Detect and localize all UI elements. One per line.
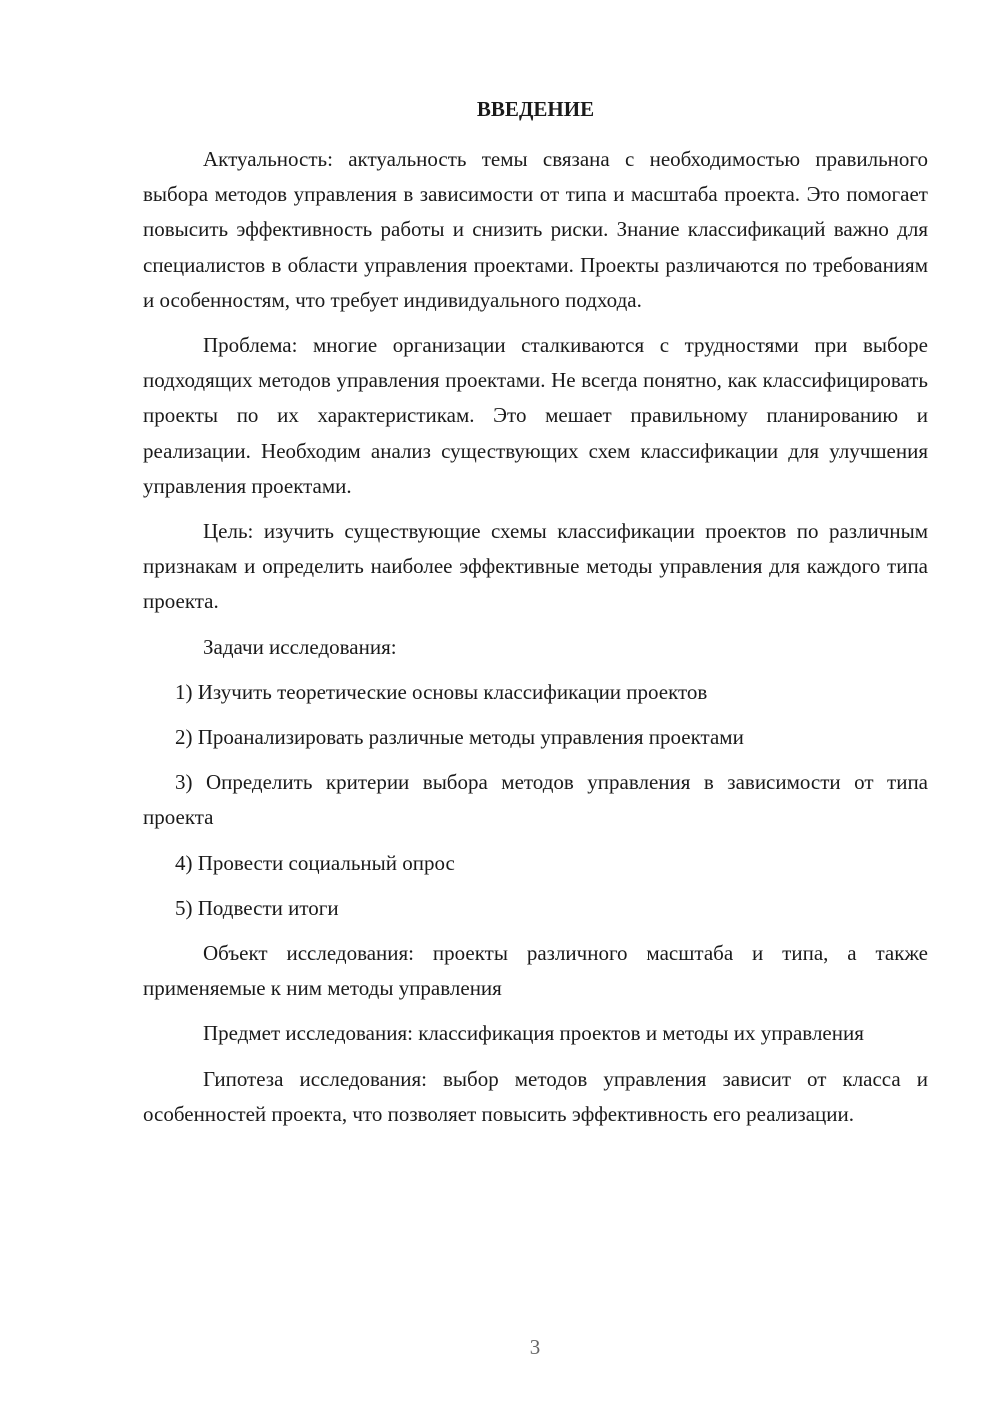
paragraph-relevance: Актуальность: актуальность темы связана с необходимостью правильного выбора методов управления в зависимости от типа и масштаба проекта. Это помогает повысить эффективность работы и снизить риски. Знание классификаций важно для специалистов в области управления проектами. Проекты различаются по требованиям и особенностям, что требует индивидуального подхода. — [143, 147, 928, 312]
section-heading: ВВЕДЕНИЕ — [476, 97, 595, 121]
paragraph-goal: Цель: изучить существующие схемы классификации проектов по различным признакам и определить наиболее эффективные методы управления для каждого типа проекта. — [143, 519, 928, 614]
paragraph-subject: Предмет исследования: классификация проектов и методы их управления — [203, 1021, 864, 1046]
document-page — [143, 92, 928, 1142]
paragraph-tasks-intro: Задачи исследования: — [203, 634, 397, 659]
paragraph-problem: Проблема: многие организации сталкиваются с трудностями при выборе подходящих методов управления проектами. Не всегда понятно, как классифицировать проекты по их характеристикам. Это мешает правильному планированию и реализации. Необходим анализ существующих схем классификации для улучшения управления проектами. — [143, 333, 928, 498]
task-list — [143, 675, 928, 926]
list-item: 1) Изучить теоретические основы классификации проектов — [175, 679, 708, 704]
paragraph-object: Объект исследования: проекты различного масштаба и типа, а также применяемые к ним методы управления — [143, 941, 928, 1001]
list-item: 4) Провести социальный опрос — [175, 850, 455, 875]
list-item: 5) Подвести итоги — [175, 895, 339, 920]
page-number: 3 — [529, 1335, 541, 1359]
list-item: 3) Определить критерии выбора методов управления в зависимости от типа проекта — [143, 770, 928, 830]
list-item: 2) Проанализировать различные методы управления проектами — [175, 725, 744, 750]
paragraph-hypothesis: Гипотеза исследования: выбор методов управления зависит от класса и особенностей проекта, что позволяет повысить эффективность его реализации. — [143, 1066, 928, 1126]
